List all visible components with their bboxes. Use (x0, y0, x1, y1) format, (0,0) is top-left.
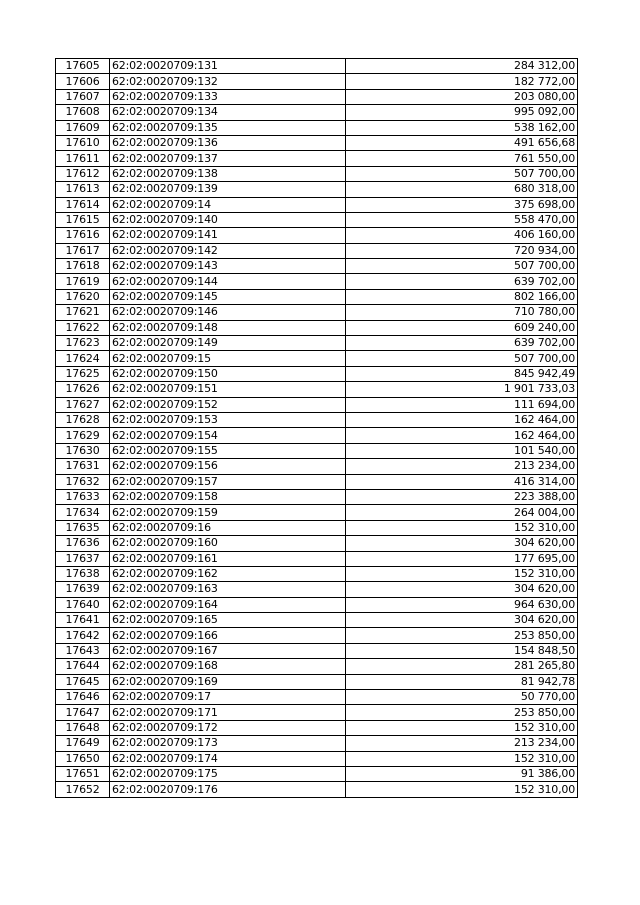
value-cell: 406 160,00 (346, 228, 578, 243)
row-number-cell: 17629 (56, 428, 110, 443)
value-cell: 680 318,00 (346, 182, 578, 197)
cadastral-number-cell: 62:02:0020709:131 (110, 59, 346, 74)
row-number-cell: 17639 (56, 582, 110, 597)
row-number-cell: 17628 (56, 412, 110, 427)
value-cell: 507 700,00 (346, 351, 578, 366)
table-row (56, 690, 578, 705)
row-number-cell: 17621 (56, 305, 110, 320)
row-number-cell: 17622 (56, 320, 110, 335)
value-cell: 538 162,00 (346, 120, 578, 135)
cadastral-number-cell: 62:02:0020709:151 (110, 382, 346, 397)
table-row (56, 443, 578, 458)
table-row (56, 336, 578, 351)
row-number-cell: 17627 (56, 397, 110, 412)
table-row (56, 505, 578, 520)
value-cell: 152 310,00 (346, 566, 578, 581)
table-row (56, 536, 578, 551)
table-row (56, 382, 578, 397)
value-cell: 507 700,00 (346, 259, 578, 274)
row-number-cell: 17611 (56, 151, 110, 166)
cadastral-number-cell: 62:02:0020709:143 (110, 259, 346, 274)
table-row (56, 566, 578, 581)
table-row (56, 736, 578, 751)
value-cell: 720 934,00 (346, 243, 578, 258)
value-cell: 964 630,00 (346, 597, 578, 612)
table-row (56, 751, 578, 766)
table-row (56, 197, 578, 212)
table-row (56, 520, 578, 535)
value-cell: 162 464,00 (346, 428, 578, 443)
value-cell: 253 850,00 (346, 705, 578, 720)
row-number-cell: 17605 (56, 59, 110, 74)
table-row (56, 259, 578, 274)
value-cell: 304 620,00 (346, 536, 578, 551)
value-cell: 491 656,68 (346, 135, 578, 150)
table-row (56, 720, 578, 735)
value-cell: 558 470,00 (346, 212, 578, 227)
row-number-cell: 17614 (56, 197, 110, 212)
cadastral-number-cell: 62:02:0020709:161 (110, 551, 346, 566)
cadastral-number-cell: 62:02:0020709:144 (110, 274, 346, 289)
cadastral-number-cell: 62:02:0020709:138 (110, 166, 346, 181)
cadastral-number-cell: 62:02:0020709:158 (110, 489, 346, 504)
row-number-cell: 17649 (56, 736, 110, 751)
row-number-cell: 17630 (56, 443, 110, 458)
table-row (56, 59, 578, 74)
table-row (56, 228, 578, 243)
row-number-cell: 17610 (56, 135, 110, 150)
cadastral-number-cell: 62:02:0020709:157 (110, 474, 346, 489)
row-number-cell: 17648 (56, 720, 110, 735)
row-number-cell: 17645 (56, 674, 110, 689)
row-number-cell: 17646 (56, 690, 110, 705)
row-number-cell: 17640 (56, 597, 110, 612)
row-number-cell: 17609 (56, 120, 110, 135)
cadastral-number-cell: 62:02:0020709:176 (110, 782, 346, 797)
table-row (56, 120, 578, 135)
table-row (56, 135, 578, 150)
cadastral-number-cell: 62:02:0020709:16 (110, 520, 346, 535)
value-cell: 152 310,00 (346, 720, 578, 735)
cadastral-number-cell: 62:02:0020709:135 (110, 120, 346, 135)
row-number-cell: 17620 (56, 289, 110, 304)
row-number-cell: 17606 (56, 74, 110, 89)
value-cell: 154 848,50 (346, 643, 578, 658)
row-number-cell: 17615 (56, 212, 110, 227)
table-row (56, 366, 578, 381)
cadastral-number-cell: 62:02:0020709:167 (110, 643, 346, 658)
cadastral-number-cell: 62:02:0020709:140 (110, 212, 346, 227)
cadastral-number-cell: 62:02:0020709:166 (110, 628, 346, 643)
cadastral-number-cell: 62:02:0020709:168 (110, 659, 346, 674)
row-number-cell: 17631 (56, 459, 110, 474)
table-row (56, 212, 578, 227)
cadastral-number-cell: 62:02:0020709:163 (110, 582, 346, 597)
row-number-cell: 17608 (56, 105, 110, 120)
table-row (56, 428, 578, 443)
table-row (56, 397, 578, 412)
cadastral-number-cell: 62:02:0020709:165 (110, 613, 346, 628)
table-row (56, 782, 578, 797)
value-cell: 507 700,00 (346, 166, 578, 181)
row-number-cell: 17638 (56, 566, 110, 581)
row-number-cell: 17635 (56, 520, 110, 535)
table-body (56, 59, 578, 798)
value-cell: 213 234,00 (346, 459, 578, 474)
cadastral-number-cell: 62:02:0020709:137 (110, 151, 346, 166)
table-row (56, 166, 578, 181)
cadastral-number-cell: 62:02:0020709:142 (110, 243, 346, 258)
table-row (56, 74, 578, 89)
table-row (56, 305, 578, 320)
row-number-cell: 17634 (56, 505, 110, 520)
cadastral-number-cell: 62:02:0020709:156 (110, 459, 346, 474)
row-number-cell: 17651 (56, 766, 110, 781)
row-number-cell: 17623 (56, 336, 110, 351)
value-cell: 152 310,00 (346, 751, 578, 766)
cadastral-number-cell: 62:02:0020709:175 (110, 766, 346, 781)
row-number-cell: 17617 (56, 243, 110, 258)
value-cell: 802 166,00 (346, 289, 578, 304)
cadastral-number-cell: 62:02:0020709:162 (110, 566, 346, 581)
row-number-cell: 17624 (56, 351, 110, 366)
value-cell: 162 464,00 (346, 412, 578, 427)
table-row (56, 243, 578, 258)
cadastral-number-cell: 62:02:0020709:136 (110, 135, 346, 150)
value-cell: 81 942,78 (346, 674, 578, 689)
table-row (56, 351, 578, 366)
value-cell: 182 772,00 (346, 74, 578, 89)
value-cell: 375 698,00 (346, 197, 578, 212)
row-number-cell: 17625 (56, 366, 110, 381)
row-number-cell: 17612 (56, 166, 110, 181)
row-number-cell: 17650 (56, 751, 110, 766)
cadastral-number-cell: 62:02:0020709:159 (110, 505, 346, 520)
value-cell: 995 092,00 (346, 105, 578, 120)
table-row (56, 412, 578, 427)
cadastral-number-cell: 62:02:0020709:154 (110, 428, 346, 443)
value-cell: 761 550,00 (346, 151, 578, 166)
cadastral-number-cell: 62:02:0020709:148 (110, 320, 346, 335)
cadastral-number-cell: 62:02:0020709:174 (110, 751, 346, 766)
row-number-cell: 17636 (56, 536, 110, 551)
table-row (56, 659, 578, 674)
cadastral-number-cell: 62:02:0020709:141 (110, 228, 346, 243)
cadastral-number-cell: 62:02:0020709:139 (110, 182, 346, 197)
cadastral-number-cell: 62:02:0020709:149 (110, 336, 346, 351)
row-number-cell: 17607 (56, 89, 110, 104)
row-number-cell: 17644 (56, 659, 110, 674)
row-number-cell: 17618 (56, 259, 110, 274)
value-cell: 223 388,00 (346, 489, 578, 504)
value-cell: 304 620,00 (346, 582, 578, 597)
table-row (56, 582, 578, 597)
table-row (56, 766, 578, 781)
table-row (56, 474, 578, 489)
value-cell: 845 942,49 (346, 366, 578, 381)
value-cell: 416 314,00 (346, 474, 578, 489)
value-cell: 609 240,00 (346, 320, 578, 335)
value-cell: 639 702,00 (346, 336, 578, 351)
cadastral-number-cell: 62:02:0020709:146 (110, 305, 346, 320)
value-cell: 203 080,00 (346, 89, 578, 104)
table-row (56, 551, 578, 566)
value-cell: 111 694,00 (346, 397, 578, 412)
row-number-cell: 17641 (56, 613, 110, 628)
row-number-cell: 17647 (56, 705, 110, 720)
cadastral-number-cell: 62:02:0020709:150 (110, 366, 346, 381)
row-number-cell: 17637 (56, 551, 110, 566)
cadastral-value-table (55, 58, 578, 798)
cadastral-number-cell: 62:02:0020709:133 (110, 89, 346, 104)
cadastral-number-cell: 62:02:0020709:14 (110, 197, 346, 212)
value-cell: 710 780,00 (346, 305, 578, 320)
row-number-cell: 17652 (56, 782, 110, 797)
cadastral-number-cell: 62:02:0020709:132 (110, 74, 346, 89)
cadastral-number-cell: 62:02:0020709:134 (110, 105, 346, 120)
cadastral-number-cell: 62:02:0020709:155 (110, 443, 346, 458)
row-number-cell: 17633 (56, 489, 110, 504)
cadastral-number-cell: 62:02:0020709:17 (110, 690, 346, 705)
cadastral-number-cell: 62:02:0020709:152 (110, 397, 346, 412)
cadastral-number-cell: 62:02:0020709:169 (110, 674, 346, 689)
table-row (56, 151, 578, 166)
row-number-cell: 17643 (56, 643, 110, 658)
table-row (56, 459, 578, 474)
row-number-cell: 17613 (56, 182, 110, 197)
cadastral-number-cell: 62:02:0020709:145 (110, 289, 346, 304)
table-row (56, 705, 578, 720)
cadastral-number-cell: 62:02:0020709:164 (110, 597, 346, 612)
table-row (56, 274, 578, 289)
row-number-cell: 17619 (56, 274, 110, 289)
table-row (56, 105, 578, 120)
value-cell: 639 702,00 (346, 274, 578, 289)
table-row (56, 489, 578, 504)
cadastral-number-cell: 62:02:0020709:160 (110, 536, 346, 551)
cadastral-number-cell: 62:02:0020709:172 (110, 720, 346, 735)
table-row (56, 89, 578, 104)
value-cell: 264 004,00 (346, 505, 578, 520)
value-cell: 177 695,00 (346, 551, 578, 566)
table-row (56, 613, 578, 628)
table-row (56, 643, 578, 658)
row-number-cell: 17632 (56, 474, 110, 489)
value-cell: 304 620,00 (346, 613, 578, 628)
row-number-cell: 17626 (56, 382, 110, 397)
value-cell: 253 850,00 (346, 628, 578, 643)
table-row (56, 674, 578, 689)
row-number-cell: 17616 (56, 228, 110, 243)
value-cell: 91 386,00 (346, 766, 578, 781)
table-row (56, 182, 578, 197)
row-number-cell: 17642 (56, 628, 110, 643)
cadastral-number-cell: 62:02:0020709:173 (110, 736, 346, 751)
value-cell: 101 540,00 (346, 443, 578, 458)
cadastral-number-cell: 62:02:0020709:153 (110, 412, 346, 427)
value-cell: 152 310,00 (346, 782, 578, 797)
table-row (56, 597, 578, 612)
table-row (56, 289, 578, 304)
cadastral-number-cell: 62:02:0020709:15 (110, 351, 346, 366)
table-row (56, 628, 578, 643)
value-cell: 50 770,00 (346, 690, 578, 705)
cadastral-number-cell: 62:02:0020709:171 (110, 705, 346, 720)
value-cell: 213 234,00 (346, 736, 578, 751)
table-row (56, 320, 578, 335)
value-cell: 1 901 733,03 (346, 382, 578, 397)
value-cell: 284 312,00 (346, 59, 578, 74)
value-cell: 281 265,80 (346, 659, 578, 674)
value-cell: 152 310,00 (346, 520, 578, 535)
